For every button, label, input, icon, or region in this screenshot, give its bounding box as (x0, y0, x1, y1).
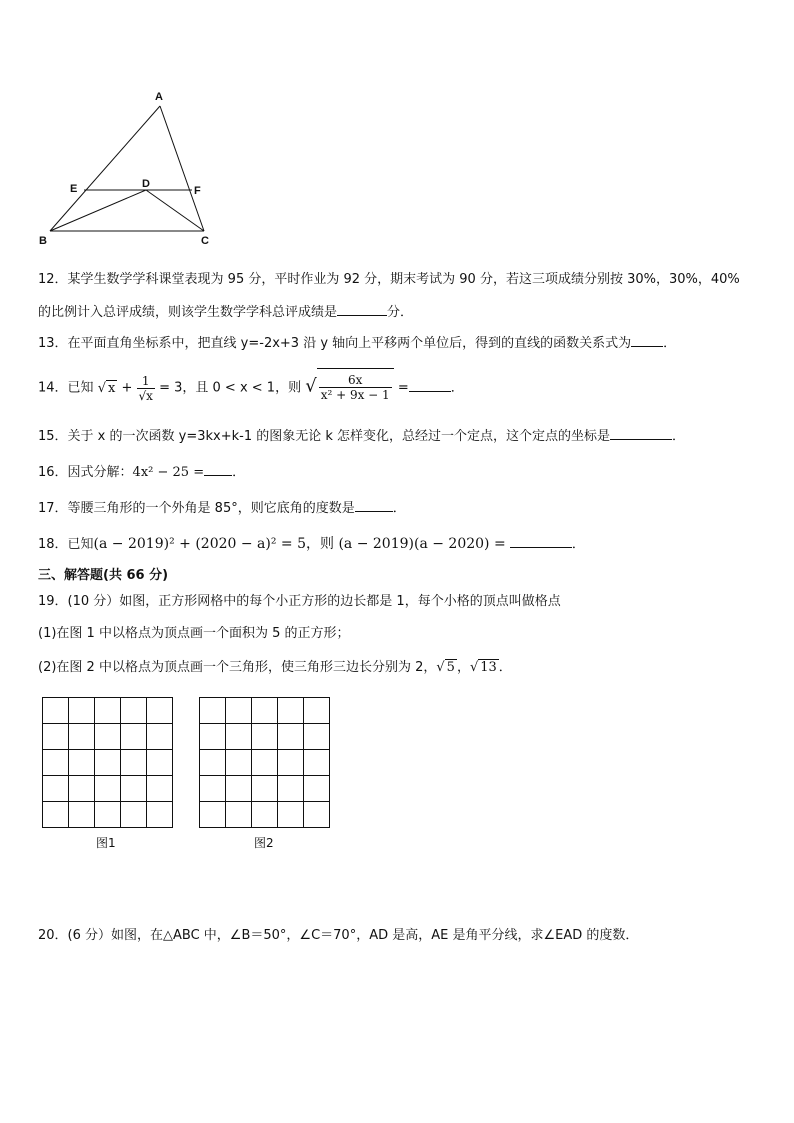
question-20: 20．(6 分）如图，在△ABC 中，∠B＝50°，∠C＝70°，AD 是高，AE 是角平分线，求∠EAD 的度数． (38, 928, 639, 943)
answer-blank[interactable] (631, 332, 663, 347)
label-e: E (70, 183, 78, 195)
question-16: 16．因式分解：4x² − 25 = ． (38, 461, 245, 483)
segment-ab (50, 106, 160, 231)
grid-figure-1[interactable] (42, 697, 174, 829)
answer-blank[interactable] (204, 461, 232, 476)
sqrt-x: √ x (97, 380, 116, 396)
label-a: A (155, 91, 163, 103)
answer-blank[interactable] (409, 377, 451, 392)
question-19-part2: (2)在图 2 中以格点为顶点画一个三角形，使三角形三边长分别为 2，√ 5 ，√ 13 ． (38, 658, 512, 678)
sqrt-13: √ 13 (469, 660, 497, 675)
question-17: 17．等腰三角形的一个外角是 85°，则它底角的度数是 ． (38, 497, 406, 519)
answer-blank[interactable] (355, 497, 393, 512)
answer-blank[interactable] (337, 301, 387, 316)
question-15: 15．关于 x 的一次函数 y=3kx+k-1 的图象无论 k 怎样变化，总经过一个定点，这个定点的坐标是 ． (38, 425, 685, 447)
question-19-part1: (1)在图 1 中以格点为顶点画一个面积为 5 的正方形； (38, 626, 350, 641)
triangle-figure (36, 86, 226, 251)
question-14: 14．已知 √ x + $\frac{1}{√x}$ = 3，且 0 < x < 1，则 √ $\frac{6x}{\text{x² + 9x − 1}}$ = ． (38, 368, 464, 407)
section-title: 三、解答题(共 66 分) (38, 568, 169, 583)
question-18: 18．已知(a − 2019)² + (2020 − a)² = 5，则 (a − 2019)(a − 2020) = ． (38, 533, 585, 555)
grid-figure-2[interactable] (199, 697, 331, 829)
label-d: D (142, 178, 150, 190)
label-f: F (194, 185, 201, 197)
segment-db (50, 190, 146, 231)
label-b: B (39, 235, 47, 247)
question-12-line1: 12．某学生数学学科课堂表现为 95 分，平时作业为 92 分，期末考试为 90 分，若这三项成绩分别按 30%，30%，40% (38, 272, 740, 287)
figure-2-label: 图2 (254, 836, 274, 850)
segment-ac (160, 106, 204, 231)
sqrt-big-fraction: √ $\frac{6x}{\text{x² + 9x − 1}}$ (305, 368, 393, 405)
fraction-one-over-sqrt-x: $\frac{1}{√x}$ (138, 373, 153, 403)
answer-blank[interactable] (510, 533, 572, 548)
label-c: C (201, 235, 209, 247)
question-19-line1: 19．(10 分）如图，正方形网格中的每个小正方形的边长都是 1，每个小格的顶点叫做格点 (38, 594, 561, 609)
question-13: 13．在平面直角坐标系中，把直线 y=-2x+3 沿 y 轴向上平移两个单位后，得到的直线的函数关系式为 ． (38, 332, 676, 354)
answer-blank[interactable] (610, 425, 672, 440)
question-12-line2: 的比例计入总评成绩，则该学生数学学科总评成绩是 分． (38, 301, 413, 323)
sqrt-5: √ 5 (436, 660, 455, 675)
figure-1-label: 图1 (96, 836, 116, 850)
